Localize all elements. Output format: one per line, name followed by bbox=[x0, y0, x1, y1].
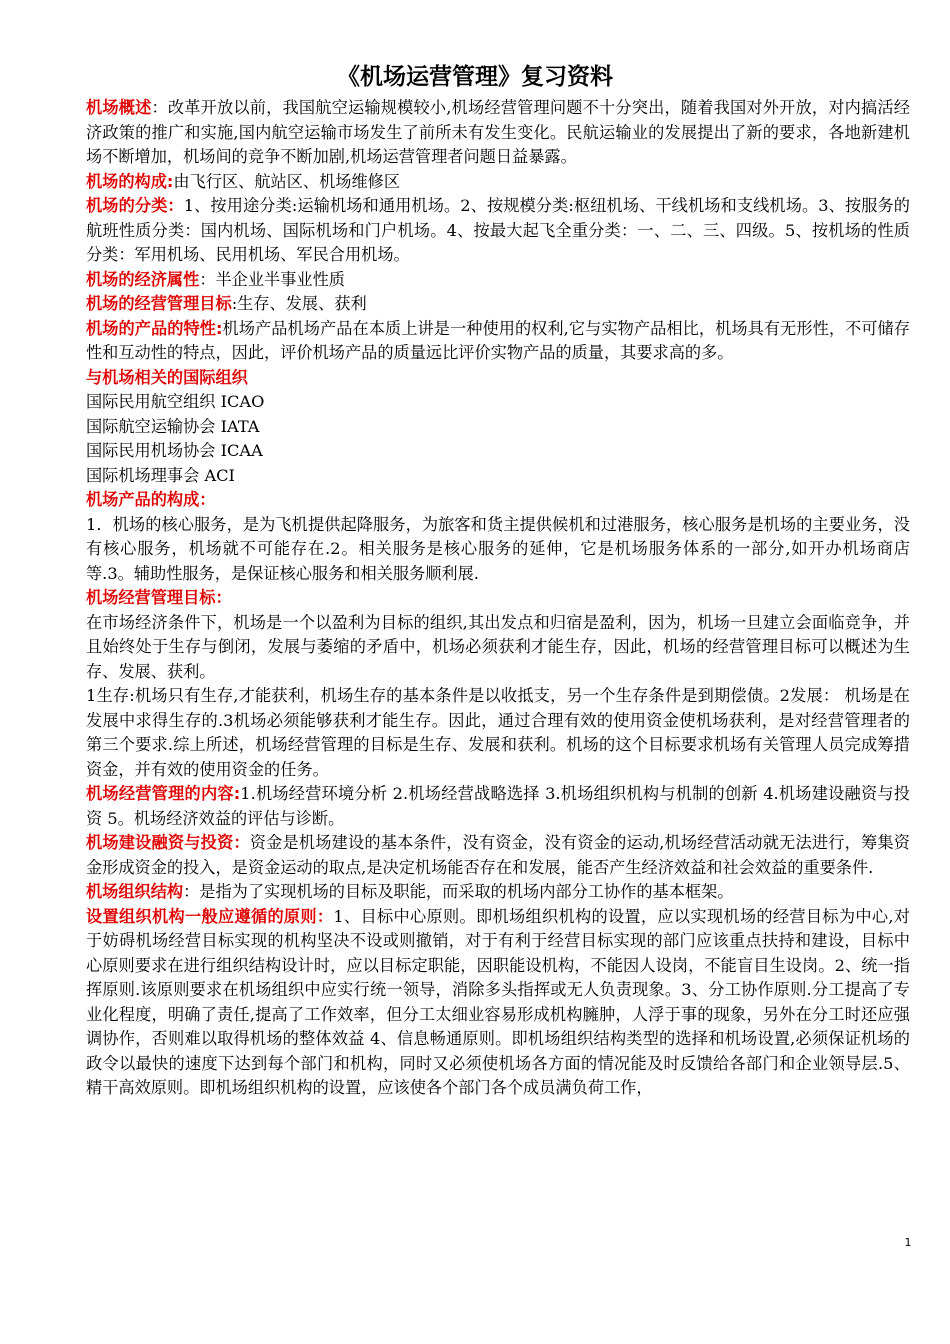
text-economic-attr: ：半企业半事业性质 bbox=[199, 269, 345, 289]
text-overview: ：改革开放以前，我国航空运输规模较小,机场经营管理问题不十分突出，随着我国对外开放，对内搞活经济政策的推广和实施,国内航空运输市场发生了前所未有发生变化。民航运输业的发展提出了新的要求，各地新建机场不断增加，机场间的竞争不断加剧,机场运营管理者问题日益暴露。 bbox=[86, 98, 910, 166]
text-classification: 1、按用途分类:运输机场和通用机场。2、按规模分类:枢纽机场、干线机场和支线机场。3、按服务的航班性质分类：国内机场、国际机场和门户机场。4、按最大起飞全重分类：一、二、三、四级。5、按机场的性质分类：军用机场、民用机场、军民合用机场。 bbox=[86, 196, 910, 264]
text-org-structure: ：是指为了实现机场的目标及职能，而采取的机场内部分工协作的基本框架。 bbox=[183, 882, 734, 901]
heading-mgmt-goal-line bbox=[86, 586, 910, 611]
document-body bbox=[86, 96, 910, 1101]
list-item-org: 国际民用机场协会 ICAA bbox=[86, 441, 263, 460]
text-mgmt-goal-short: :生存、发展、获利 bbox=[231, 294, 367, 313]
text-composition: 由飞行区、航站区、机场维修区 bbox=[173, 171, 401, 191]
paragraph-economic-attr bbox=[86, 268, 910, 293]
heading-intl-orgs: 与机场相关的国际组织 bbox=[86, 367, 248, 387]
paragraph-org-structure bbox=[86, 880, 910, 905]
text-product-traits: 机场产品机场产品在本质上讲是一种使用的权利,它与实物产品相比，机场具有无形性，不可储存性和互动性的特点，因此，评价机场产品的质量远比评价实物产品的质量，其要求高的多。 bbox=[86, 318, 910, 362]
heading-composition: 机场的构成: bbox=[86, 171, 174, 191]
paragraph-mgmt-content bbox=[86, 782, 910, 831]
heading-mgmt-content: 机场经营管理的内容: bbox=[86, 784, 241, 803]
heading-product-structure: 机场产品的构成： bbox=[86, 490, 216, 509]
text-mgmt-goal-1: 在市场经济条件下，机场是一个以盈利为目标的组织,其出发点和归宿是盈利，因为，机场一旦建立会面临竞争，并且始终处于生存与倒闭，发展与萎缩的矛盾中，机场必须获利才能生存，因此，机场的经营管理目标可以概述为生存、发展、获利。 bbox=[86, 612, 910, 681]
paragraph-org-principles bbox=[86, 905, 910, 1101]
heading-mgmt-goal: 机场经营管理目标： bbox=[86, 588, 232, 607]
paragraph-classification bbox=[86, 194, 910, 268]
text-mgmt-content: 1.机场经营环境分析 2.机场经营战略选择 3.机场组织机构与机制的创新 4.机场建设融资与投资 5。机场经济效益的评估与诊断。 bbox=[86, 784, 910, 828]
paragraph-composition bbox=[86, 170, 910, 195]
text-product-structure: 1．机场的核心服务，是为飞机提供起降服务，为旅客和货主提供候机和过港服务，核心服务是机场的主要业务，没有核心服务，机场就不可能存在.2。相关服务是核心服务的延伸，它是机场服务体系的一部分,如开办机场商店等.3。辅助性服务，是保证核心服务和相关服务顺利展. bbox=[86, 514, 910, 583]
heading-mgmt-goal-short: 机场的经营管理目标 bbox=[86, 294, 232, 313]
list-item-org: 国际航空运输协会 IATA bbox=[86, 416, 260, 436]
paragraph-product-traits bbox=[86, 317, 910, 366]
heading-classification: 机场的分类： bbox=[86, 196, 184, 215]
heading-financing: 机场建设融资与投资： bbox=[86, 833, 250, 852]
text-financing: 资金是机场建设的基本条件，没有资金，没有资金的运动,机场经营活动就无法进行，筹集资金形成资金的投入，是资金运动的取点,是决定机场能否存在和发展，能否产生经济效益和社会效益的重要条件. bbox=[86, 833, 910, 877]
heading-overview: 机场概述 bbox=[86, 98, 152, 117]
heading-intl-orgs-line bbox=[86, 366, 910, 391]
heading-product-traits: 机场的产品的特性: bbox=[86, 318, 223, 338]
document-title: 《机场运营管理》复习资料 bbox=[337, 64, 613, 90]
paragraph-financing bbox=[86, 831, 910, 880]
text-org-principles: 1、目标中心原则。即机场组织机构的设置，应以实现机场的经营目标为中心,对于妨碍机场经营目标实现的机构坚决不设或则撤销，对于有利于经营目标实现的部门应该重点扶持和建设，目标中心原则要求在进行组织结构设计时，应以目标定职能，因职能设机构，不能因人设岗，不能盲目生设岗。2、统一指挥原则.该原则要求在机场组织中应实行统一领导，消除多头指挥或无人负责现象。3、分工协作原则.分工提高了专业化程度，明确了责任,提高了工作效率，但分工太细业容易形成机构臃肿，人浮于事的现象，另外在分工时还应强调协作，否则难以取得机场的整体效益 4、信息畅通原则。即机场组织结构类型的选择和机场设置,必须保证机场的政令以最快的速度下达到每个部门和机构，同时又必须使机场各方面的情况能及时反馈给各部门和企业领导层.5、精干高效原则。即机场组织机构的设置，应该使各个部门各个成员满负荷工作， bbox=[86, 906, 910, 1097]
text-mgmt-goal-2: 1生存:机场只有生存,才能获利，机场生存的基本条件是以收抵支，另一个生存条件是到期偿债。2发展： 机场是在发展中求得生存的.3机场必须能够获利才能生存。因此，通过合理有效的使用资金使机场获利，是对经营管理者的第三个要求.综上所述，机场经营管理的目标是生存、发展和获利。机场的这个目标要求机场有关管理人员完成筹措资金，并有效的使用资金的任务。 bbox=[86, 686, 910, 779]
paragraph-mgmt-goal-short bbox=[86, 292, 910, 317]
heading-product-structure-line bbox=[86, 488, 910, 513]
list-item-org: 国际民用航空组织 ICAO bbox=[86, 392, 265, 411]
heading-org-structure: 机场组织结构 bbox=[86, 882, 184, 901]
heading-org-principles: 设置组织机构一般应遵循的原则： bbox=[86, 906, 334, 926]
page-number: 1 bbox=[904, 1236, 912, 1249]
heading-economic-attr: 机场的经济属性 bbox=[86, 269, 200, 289]
list-item-org: 国际机场理事会 ACI bbox=[86, 465, 235, 485]
paragraph-overview bbox=[86, 96, 910, 170]
